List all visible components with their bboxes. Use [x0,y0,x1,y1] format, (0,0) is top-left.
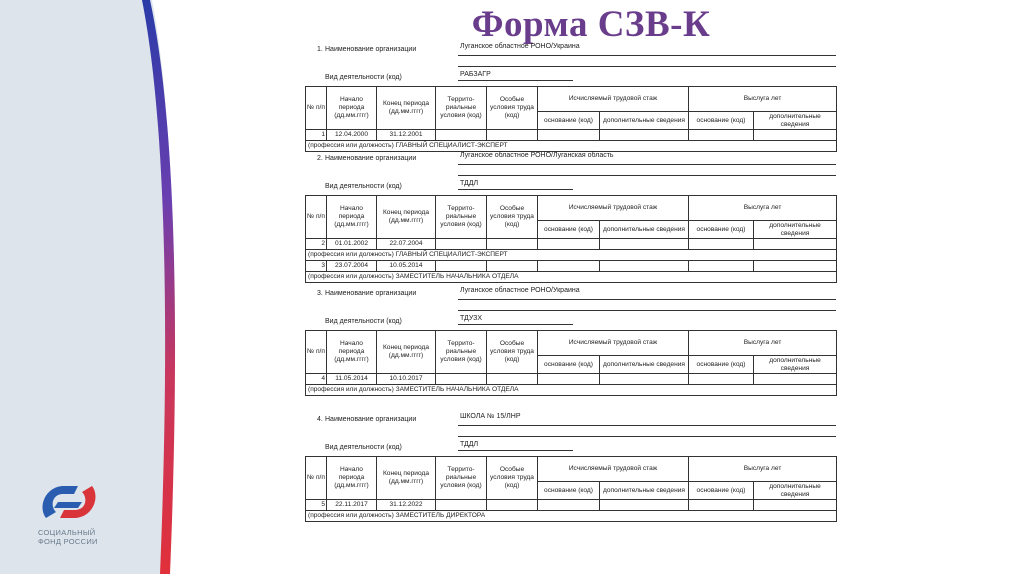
profession-value: ЗАМЕСТИТЕЛЬ ДИРЕКТОРА [395,512,486,519]
profession-label: (профессия или должность) [308,386,394,393]
col-service-header: Выслуга лет [689,457,837,482]
empty-cell [538,130,600,141]
org-name: Луганское областное РОНО/Луганская область [460,152,614,159]
profession-label: (профессия или должность) [308,142,394,149]
empty-cell [689,374,754,385]
empty-cell [487,239,538,250]
periods-table [305,86,837,152]
logo-line-1: СОЦИАЛЬНЫЙ [38,528,96,537]
col-start-header: Начало периода (дд.мм.гггг) [327,331,377,374]
col-end-header: Конец периода (дд.мм.гггг) [377,87,436,130]
col-basis-header: основание (код) [538,356,600,374]
org-name: ШКОЛА № 15/ЛНР [460,413,521,420]
start-date: 22.11.2017 [327,500,377,511]
row-number: 4 [306,374,327,385]
profession-value: ЗАМЕСТИТЕЛЬ НАЧАЛЬНИКА ОТДЕЛА [395,273,519,280]
profession-row [306,385,837,396]
col-extra-header: дополнительные сведения [600,221,689,239]
org-label: Наименование организации [325,416,417,423]
col-num-header: № п/п [306,196,327,239]
org-label: Наименование организации [325,290,417,297]
start-date: 01.01.2002 [327,239,377,250]
org-row [305,152,836,181]
empty-cell [754,130,837,141]
table-row [306,239,837,250]
col-service-header: Выслуга лет [689,196,837,221]
col-basis-header: основание (код) [689,482,754,500]
underline [458,189,573,190]
col-extra-header: дополнительные сведения [754,482,837,500]
activity-code: РАБЗАГР [460,71,491,78]
col-special-header: Особые условия труда (код) [487,331,538,374]
section-number: 2. [317,155,323,162]
profession-value: ЗАМЕСТИТЕЛЬ НАЧАЛЬНИКА ОТДЕЛА [395,386,519,393]
empty-cell [754,500,837,511]
org-row [305,43,836,72]
empty-cell [487,130,538,141]
empty-cell [600,239,689,250]
col-basis-header: основание (код) [689,221,754,239]
row-number: 5 [306,500,327,511]
col-special-header: Особые условия труда (код) [487,457,538,500]
underline [458,175,836,176]
org-label: Наименование организации [325,155,417,162]
col-num-header: № п/п [306,87,327,130]
org-row [305,413,836,442]
col-extra-header: дополнительные сведения [600,482,689,500]
end-date: 31.12.2022 [377,500,436,511]
empty-cell [538,239,600,250]
profession-label: (профессия или должность) [308,512,394,519]
activity-code: ТДУЗХ [460,315,483,322]
empty-cell [754,239,837,250]
table-row [306,374,837,385]
activity-label: Вид деятельности (код) [325,318,402,325]
empty-cell [600,130,689,141]
col-basis-header: основание (код) [689,356,754,374]
col-territorial-header: Террито-риальные условия (код) [436,87,487,130]
col-calc-header: Исчисляемый трудовой стаж [538,331,689,356]
org-row [305,287,836,316]
activity-label: Вид деятельности (код) [325,444,402,451]
periods-table [305,456,837,522]
org-label: Наименование организации [325,46,417,53]
profession-row [306,141,837,152]
activity-code: ТДДЛ [460,441,479,448]
col-end-header: Конец периода (дд.мм.гггг) [377,331,436,374]
col-extra-header: дополнительные сведения [754,356,837,374]
profession-label: (профессия или должность) [308,251,394,258]
empty-cell [600,500,689,511]
empty-cell [600,261,689,272]
empty-cell [436,239,487,250]
empty-cell [487,500,538,511]
end-date: 10.10.2017 [377,374,436,385]
activity-label: Вид деятельности (код) [325,74,402,81]
row-number: 3 [306,261,327,272]
section-number: 1. [317,46,323,53]
underline [458,164,836,165]
end-date: 22.07.2004 [377,239,436,250]
underline [458,425,836,426]
underline [458,450,573,451]
col-basis-header: основание (код) [538,112,600,130]
col-service-header: Выслуга лет [689,87,837,112]
col-basis-header: основание (код) [538,221,600,239]
activity-row [305,316,836,328]
col-num-header: № п/п [306,331,327,374]
underline [458,324,573,325]
activity-row [305,181,836,193]
col-basis-header: основание (код) [689,112,754,130]
empty-cell [436,500,487,511]
col-end-header: Конец периода (дд.мм.гггг) [377,196,436,239]
empty-cell [689,239,754,250]
profession-label: (профессия или должность) [308,273,394,280]
col-special-header: Особые условия труда (код) [487,196,538,239]
org-section [305,43,836,152]
col-extra-header: дополнительные сведения [754,221,837,239]
org-name: Луганское областное РОНО/Украина [460,43,580,50]
col-territorial-header: Террито-риальные условия (код) [436,457,487,500]
start-date: 23.07.2004 [327,261,377,272]
profession-row [306,250,837,261]
section-number: 4. [317,416,323,423]
col-basis-header: основание (код) [538,482,600,500]
empty-cell [538,374,600,385]
empty-cell [600,374,689,385]
page-title: Форма СЗВ-К [471,4,711,45]
start-date: 11.05.2014 [327,374,377,385]
empty-cell [487,374,538,385]
col-special-header: Особые условия труда (код) [487,87,538,130]
logo-line-2: ФОНД РОССИИ [38,537,98,546]
col-service-header: Выслуга лет [689,331,837,356]
underline [458,55,836,56]
underline [458,80,573,81]
row-number: 2 [306,239,327,250]
periods-table [305,330,837,396]
empty-cell [538,500,600,511]
table-row [306,500,837,511]
col-start-header: Начало периода (дд.мм.гггг) [327,87,377,130]
col-num-header: № п/п [306,457,327,500]
col-calc-header: Исчисляемый трудовой стаж [538,457,689,482]
activity-code: ТДДЛ [460,180,479,187]
profession-row [306,511,837,522]
profession-value: ГЛАВНЫЙ СПЕЦИАЛИСТ-ЭКСПЕРТ [395,142,508,149]
underline [458,436,836,437]
activity-row [305,442,836,454]
sfr-logo [38,480,100,524]
end-date: 31.12.2001 [377,130,436,141]
start-date: 12.04.2000 [327,130,377,141]
empty-cell [436,130,487,141]
profession-row [306,272,837,283]
col-start-header: Начало периода (дд.мм.гггг) [327,196,377,239]
periods-table [305,195,837,283]
empty-cell [436,261,487,272]
org-name: Луганское областное РОНО/Украина [460,287,580,294]
table-row [306,261,837,272]
underline [458,66,836,67]
empty-cell [538,261,600,272]
end-date: 10.05.2014 [377,261,436,272]
empty-cell [436,374,487,385]
org-section [305,413,836,522]
row-number: 1 [306,130,327,141]
empty-cell [754,261,837,272]
empty-cell [487,261,538,272]
underline [458,299,836,300]
empty-cell [689,130,754,141]
empty-cell [689,261,754,272]
col-extra-header: дополнительные сведения [754,112,837,130]
underline [458,310,836,311]
col-extra-header: дополнительные сведения [600,356,689,374]
section-number: 3. [317,290,323,297]
org-section [305,152,836,283]
logo-text [38,528,98,546]
col-calc-header: Исчисляемый трудовой стаж [538,87,689,112]
col-start-header: Начало периода (дд.мм.гггг) [327,457,377,500]
activity-row [305,72,836,84]
org-section [305,287,836,396]
table-row [306,130,837,141]
empty-cell [754,374,837,385]
col-calc-header: Исчисляемый трудовой стаж [538,196,689,221]
empty-cell [689,500,754,511]
activity-label: Вид деятельности (код) [325,183,402,190]
profession-value: ГЛАВНЫЙ СПЕЦИАЛИСТ-ЭКСПЕРТ [395,251,508,258]
col-territorial-header: Террито-риальные условия (код) [436,196,487,239]
col-end-header: Конец периода (дд.мм.гггг) [377,457,436,500]
col-territorial-header: Террито-риальные условия (код) [436,331,487,374]
col-extra-header: дополнительные сведения [600,112,689,130]
